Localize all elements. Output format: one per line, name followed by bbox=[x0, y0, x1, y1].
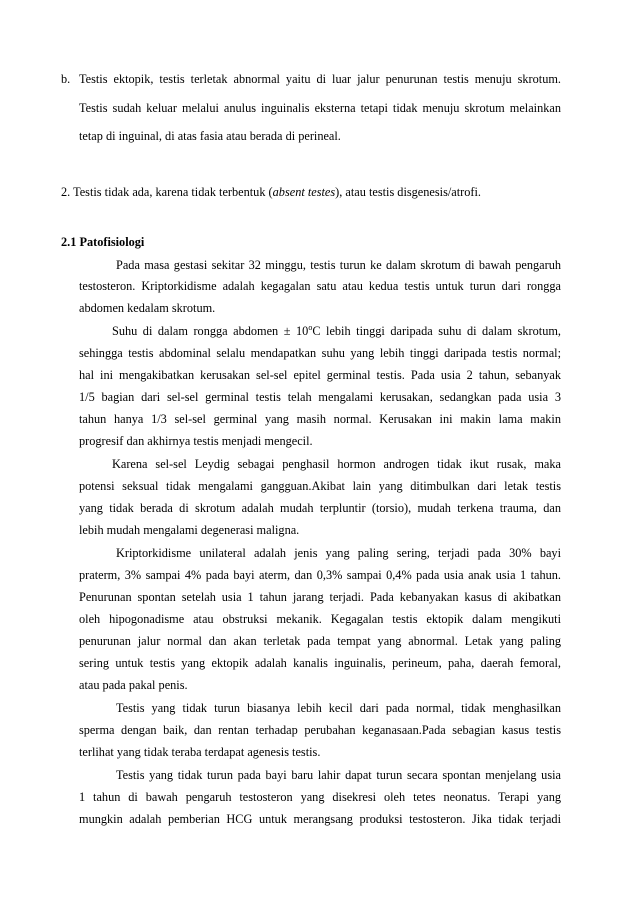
p1-line-1: Pada masa gestasi sekitar 32 minggu, testis turun ke dalam skrotum di bawah pengaruh bbox=[116, 258, 561, 272]
item-2-italic: absent testes bbox=[272, 185, 336, 199]
item-b-line-3: tetap di inguinal, di atas fasia atau berada di perineal. bbox=[79, 129, 341, 143]
p5-line-1: Testis yang tidak turun biasanya lebih kecil dari pada normal, tidak menghasilkan bbox=[116, 701, 561, 715]
p5-line-2: sperma dengan baik, dan rentan terhadap perubahan keganasaan.Pada sebagian kasus testis bbox=[79, 723, 561, 737]
p1-line-3: abdomen kedalam skrotum. bbox=[79, 301, 216, 315]
item-2-line bbox=[61, 184, 481, 200]
degree-superscript: o bbox=[308, 322, 313, 332]
p3-line-4: lebih mudah mengalami degenerasi maligna. bbox=[79, 523, 300, 537]
p2-line-4: 1/5 bagian dari sel-sel germinal testis telah mengalami kerusakan, sedangkan pada usia 3 bbox=[79, 390, 561, 404]
p4-line-7: atau pada pakal penis. bbox=[79, 678, 188, 692]
p2-line-2: sehingga testis abdominal selalu mendapatkan suhu yang lebih tinggi daripada testis normal; bbox=[79, 346, 561, 360]
item-b-line-2: Testis sudah keluar melalui anulus inguinalis eksterna tetapi tidak menuju skrotum melainkan bbox=[79, 101, 561, 115]
p6-line-2: 1 tahun di bawah pengaruh testosteron yang disekresi oleh tetes neonatus. Terapi yang bbox=[79, 790, 561, 804]
p4-line-1: Kriptorkidisme unilateral adalah jenis yang paling sering, terjadi pada 30% bayi bbox=[116, 546, 561, 560]
p4-line-3: Penurunan spontan setelah usia 1 tahun jarang terjadi. Pada kebanyakan kasus di akibatkan bbox=[79, 590, 561, 604]
p3-line-3: yang tidak berada di skrotum adalah mudah terpluntir (torsio), mudah terkena trauma, dan bbox=[79, 501, 561, 515]
p6-line-1: Testis yang tidak turun pada bayi baru lahir dapat turun secara spontan menjelang usia bbox=[116, 768, 561, 782]
p5-line-3: terlihat yang tidak teraba terdapat agenesis testis. bbox=[79, 745, 321, 759]
item-b-line-1: Testis ektopik, testis terletak abnormal yaitu di luar jalur penurunan testis menuju skrotum. bbox=[79, 72, 561, 86]
p1-line-2: testosteron. Kriptorkidisme adalah kegagalan satu atau kedua testis untuk turun dari rongga bbox=[79, 279, 561, 293]
p4-line-2: praterm, 3% sampai 4% pada bayi aterm, dan 0,3% sampai 0,4% pada usia anak usia 1 tahun. bbox=[79, 568, 561, 582]
p4-line-4: oleh hipogonadisme atau obstruksi mekanik. Kegagalan testis ektopik dalam mengikuti bbox=[79, 612, 561, 626]
list-marker-b: b. bbox=[61, 72, 71, 86]
p2-first-after: C lebih tinggi daripada suhu di dalam skrotum, bbox=[312, 324, 562, 338]
p2-line-5: tahun hanya 1/3 sel-sel germinal yang masih normal. Kerusakan ini makin lama makin bbox=[79, 412, 561, 426]
item-2-prefix: 2. Testis tidak ada, karena tidak terbentuk ( bbox=[61, 185, 273, 199]
section-heading: 2.1 Patofisiologi bbox=[61, 235, 145, 249]
p3-line-1: Karena sel-sel Leydig sebagai penghasil hormon androgen tidak ikut rusak, maka bbox=[112, 457, 561, 471]
p2-first-before: Suhu di dalam rongga abdomen ± 10 bbox=[112, 324, 309, 338]
item-2-suffix: ), atau testis disgenesis/atrofi. bbox=[335, 185, 481, 199]
p4-line-5: penurunan jalur normal dan akan terletak pada tempat yang abnormal. Letak yang paling bbox=[79, 634, 561, 648]
p2-line-3: hal ini mengakibatkan kerusakan sel-sel epitel germinal testis. Pada usia 2 tahun, sebanyak bbox=[79, 368, 561, 382]
p3-line-2: potensi seksual tidak mengalami gangguan.Akibat lain yang ditimbulkan dari letak testis bbox=[79, 479, 561, 493]
p4-line-6: sering untuk testis yang ektopik adalah kanalis inguinalis, perineum, paha, daerah femoral, bbox=[79, 656, 561, 670]
p2-line-1 bbox=[112, 323, 561, 339]
p2-line-6: progresif dan akhirnya testis menjadi mengecil. bbox=[79, 434, 313, 448]
p6-line-3: mungkin adalah pemberian HCG untuk merangsang produksi testosteron. Jika tidak terjadi bbox=[79, 812, 561, 826]
